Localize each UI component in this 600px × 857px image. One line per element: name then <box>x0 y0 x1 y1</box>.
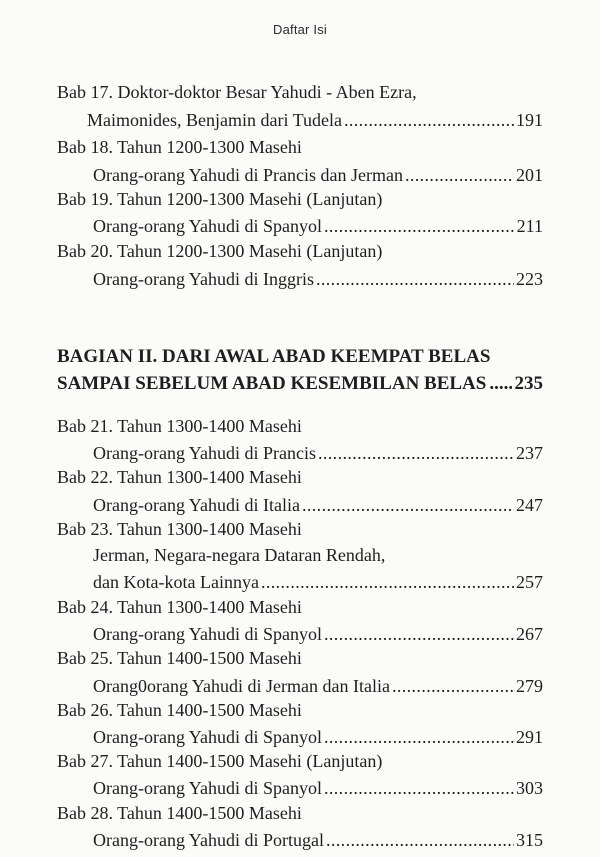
dot-leader <box>324 724 514 750</box>
toc-entry-title: Bab 22. Tahun 1300-1400 Masehi <box>57 467 302 487</box>
toc-entry-title: Bab 20. Tahun 1200-1300 Masehi (Lanjutan) <box>57 241 383 261</box>
toc-entry-22 <box>93 492 543 518</box>
page-number: 267 <box>516 624 543 644</box>
page-number: 247 <box>516 495 543 515</box>
toc-entry-26 <box>93 724 543 750</box>
toc-entry-title: Jerman, Negara-negara Dataran Rendah, <box>93 545 386 565</box>
dot-leader <box>316 266 514 292</box>
dot-leader <box>326 827 514 853</box>
toc-entry-26-line1 <box>0 697 600 723</box>
page-number: 211 <box>516 216 543 236</box>
toc-entry-20-line1 <box>0 238 600 264</box>
toc-entry-27 <box>93 775 543 801</box>
toc-entry-title: Bab 28. Tahun 1400-1500 Masehi <box>57 803 302 823</box>
toc-entry-23-line2 <box>0 542 600 568</box>
toc-entry-title: Orang-orang Yahudi di Inggris <box>93 269 314 289</box>
page-number: 303 <box>516 778 543 798</box>
toc-entry-title: Bab 25. Tahun 1400-1500 Masehi <box>57 648 302 668</box>
toc-entry-24-line1 <box>0 594 600 620</box>
toc-entry-title: Orang-orang Yahudi di Portugal <box>93 830 324 850</box>
toc-entry-17 <box>87 107 543 133</box>
dot-leader <box>324 213 515 239</box>
page-number: 315 <box>516 830 543 850</box>
toc-entry-title: Orang-orang Yahudi di Prancis <box>93 443 316 463</box>
dot-leader <box>318 440 514 466</box>
page-number: 201 <box>516 165 543 185</box>
toc-entry-title: Bab 19. Tahun 1200-1300 Masehi (Lanjutan) <box>57 189 383 209</box>
toc-entry-title: Bab 21. Tahun 1300-1400 Masehi <box>57 416 302 436</box>
page-number: 191 <box>516 110 543 130</box>
dot-leader <box>489 370 511 397</box>
toc-entry-title: Bab 17. Doktor-doktor Besar Yahudi - Aben Ezra, <box>57 82 417 102</box>
dot-leader <box>405 162 514 188</box>
toc-entry-22-line1 <box>0 464 600 490</box>
toc-entry-19-line1 <box>0 186 600 212</box>
toc-entry-21 <box>93 440 543 466</box>
toc-entry-27-line1 <box>0 748 600 774</box>
toc-entry-title: Orang-orang Yahudi di Spanyol <box>93 216 322 236</box>
page-number: 291 <box>516 727 543 747</box>
toc-entry-23-line1 <box>0 516 600 542</box>
page-number: 223 <box>516 269 543 289</box>
toc-entry-18 <box>93 162 543 188</box>
dot-leader <box>302 492 514 518</box>
dot-leader <box>324 621 514 647</box>
toc-entry-title: Bab 26. Tahun 1400-1500 Masehi <box>57 700 302 720</box>
part-heading-line2 <box>57 370 543 397</box>
toc-entry-25 <box>93 673 543 699</box>
toc-entry-title: Orang-orang Yahudi di Spanyol <box>93 727 322 747</box>
toc-entry-title: Bab 24. Tahun 1300-1400 Masehi <box>57 597 302 617</box>
toc-entry-title: Orang-orang Yahudi di Italia <box>93 495 300 515</box>
part-heading-line1: BAGIAN II. DARI AWAL ABAD KEEMPAT BELAS <box>57 346 491 367</box>
dot-leader <box>392 673 514 699</box>
toc-entry-23 <box>93 569 543 595</box>
toc-entry-title: Orang-orang Yahudi di Spanyol <box>93 778 322 798</box>
page-number: 257 <box>516 572 543 592</box>
page-number: 235 <box>514 373 543 394</box>
toc-entry-title: Bab 18. Tahun 1200-1300 Masehi <box>57 137 302 157</box>
dot-leader <box>324 775 514 801</box>
toc-entry-title: Maimonides, Benjamin dari Tudela <box>87 110 342 130</box>
dot-leader <box>261 569 514 595</box>
toc-entry-28-line1 <box>0 800 600 826</box>
toc-entry-17-line1 <box>0 79 600 105</box>
part-heading <box>57 343 543 397</box>
toc-entry-20 <box>93 266 543 292</box>
part-heading-title: SAMPAI SEBELUM ABAD KESEMBILAN BELAS <box>57 373 487 394</box>
toc-entry-title: Bab 27. Tahun 1400-1500 Masehi (Lanjutan) <box>57 751 383 771</box>
toc-entry-title: Bab 23. Tahun 1300-1400 Masehi <box>57 519 302 539</box>
toc-entry-title: dan Kota-kota Lainnya <box>93 572 259 592</box>
dot-leader <box>344 107 514 133</box>
page-number: 237 <box>516 443 543 463</box>
running-header: Daftar Isi <box>272 22 327 37</box>
toc-entry-21-line1 <box>0 413 600 439</box>
toc-entry-28 <box>93 827 543 853</box>
toc-entry-title: Orang-orang Yahudi di Prancis dan Jerman <box>93 165 403 185</box>
toc-entry-24 <box>93 621 543 647</box>
page-number: 279 <box>516 676 543 696</box>
toc-entry-18-line1 <box>0 134 600 160</box>
toc-entry-25-line1 <box>0 645 600 671</box>
toc-entry-title: Orang0orang Yahudi di Jerman dan Italia <box>93 676 390 696</box>
toc-entry-19 <box>93 213 543 239</box>
toc-entry-title: Orang-orang Yahudi di Spanyol <box>93 624 322 644</box>
